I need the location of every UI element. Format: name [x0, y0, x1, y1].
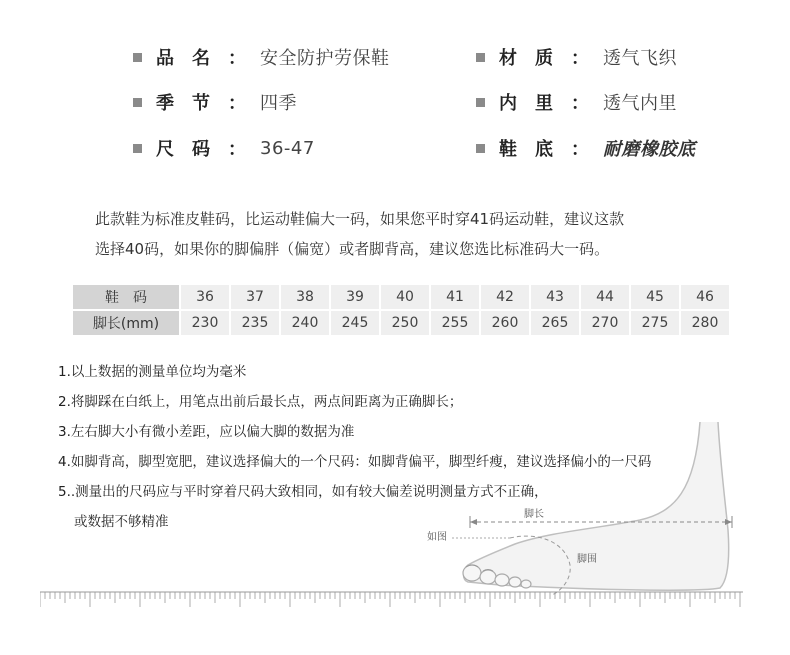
length-cell: 235 [229, 311, 279, 335]
ruler-graphic [40, 590, 743, 608]
size-cell: 39 [329, 285, 379, 309]
size-cell: 44 [579, 285, 629, 309]
ruler-ticks [40, 592, 740, 607]
toe-shape [521, 580, 531, 588]
spec-value: 安全防护劳保鞋 [260, 48, 390, 69]
length-cell: 275 [629, 311, 679, 335]
toe-shape [463, 565, 481, 581]
spec-colon: ： [571, 48, 589, 69]
girth-label: 脚围 [577, 554, 597, 565]
spec-label: 鞋底 [499, 139, 571, 160]
measurement-notes [58, 360, 651, 540]
spec-value: 四季 [260, 93, 297, 114]
bullet-square-icon [133, 53, 142, 62]
note-item: 3.左右脚大小有微小差距，应以偏大脚的数据为准 [58, 424, 355, 440]
size-cell: 45 [629, 285, 679, 309]
length-cell: 245 [329, 311, 379, 335]
spec-value: 透气内里 [603, 93, 677, 114]
spec-colon: ： [228, 139, 246, 160]
note-item: 5..测量出的尺码应与平时穿着尺码大致相同，如有较大偏差说明测量方式不正确， [58, 484, 548, 500]
spec-size-range [133, 136, 315, 160]
size-cell: 43 [529, 285, 579, 309]
length-cell: 260 [479, 311, 529, 335]
spec-label: 尺码 [156, 139, 228, 160]
spec-material [476, 45, 677, 69]
spec-season [133, 90, 297, 114]
size-chart-table [73, 283, 729, 337]
size-cell: 38 [279, 285, 329, 309]
length-row [73, 311, 729, 335]
note-item: 1.以上数据的测量单位均为毫米 [58, 364, 247, 380]
length-cell: 230 [179, 311, 229, 335]
spec-label: 季节 [156, 93, 228, 114]
spec-colon: ： [571, 139, 589, 160]
spec-lining [476, 90, 677, 114]
spec-colon: ： [571, 93, 589, 114]
size-cell: 42 [479, 285, 529, 309]
size-cell: 36 [179, 285, 229, 309]
spec-product-name [133, 45, 390, 69]
length-cell: 270 [579, 311, 629, 335]
spec-colon: ： [228, 48, 246, 69]
spec-colon: ： [228, 93, 246, 114]
length-cell: 265 [529, 311, 579, 335]
length-cell: 280 [679, 311, 729, 335]
length-cell: 240 [279, 311, 329, 335]
spec-value: 耐磨橡胶底 [603, 139, 696, 160]
length-cell: 250 [379, 311, 429, 335]
side-label: 如图 [427, 532, 447, 543]
size-cell: 40 [379, 285, 429, 309]
length-row-header: 脚长(mm) [73, 311, 179, 335]
spec-label: 品名 [156, 48, 228, 69]
size-row-header: 鞋 码 [73, 285, 179, 309]
size-advice-line: 选择40码，如果你的脚偏胖（偏宽）或者脚背高，建议您选比标准码大一码。 [95, 240, 610, 258]
bullet-square-icon [476, 144, 485, 153]
bullet-square-icon [133, 144, 142, 153]
size-row [73, 285, 729, 309]
size-cell: 46 [679, 285, 729, 309]
length-label: 脚长 [524, 509, 544, 520]
size-cell: 37 [229, 285, 279, 309]
spec-label: 内里 [499, 93, 571, 114]
note-item: 4.如脚背高，脚型宽肥，建议选择偏大的一个尺码：如脚背偏平，脚型纤瘦，建议选择偏小的一尺码 [58, 454, 652, 470]
bullet-square-icon [133, 98, 142, 107]
bullet-square-icon [476, 53, 485, 62]
size-advice-line: 此款鞋为标准皮鞋码，比运动鞋偏大一码，如果您平时穿41码运动鞋，建议这款 [95, 210, 625, 228]
spec-sole [476, 136, 696, 160]
length-cell: 255 [429, 311, 479, 335]
size-cell: 41 [429, 285, 479, 309]
size-advice-paragraph [95, 204, 705, 264]
bullet-square-icon [476, 98, 485, 107]
toe-shape [480, 570, 496, 584]
note-item: 2.将脚踩在白纸上，用笔点出前后最长点，两点间距离为正确脚长； [58, 394, 463, 410]
spec-value: 透气飞织 [603, 48, 677, 69]
toe-shape [509, 577, 521, 587]
spec-value: 36-47 [260, 137, 315, 159]
toe-shape [495, 574, 509, 586]
arrowhead [725, 519, 732, 525]
spec-label: 材质 [499, 48, 571, 69]
note-item: 或数据不够精准 [74, 514, 169, 530]
